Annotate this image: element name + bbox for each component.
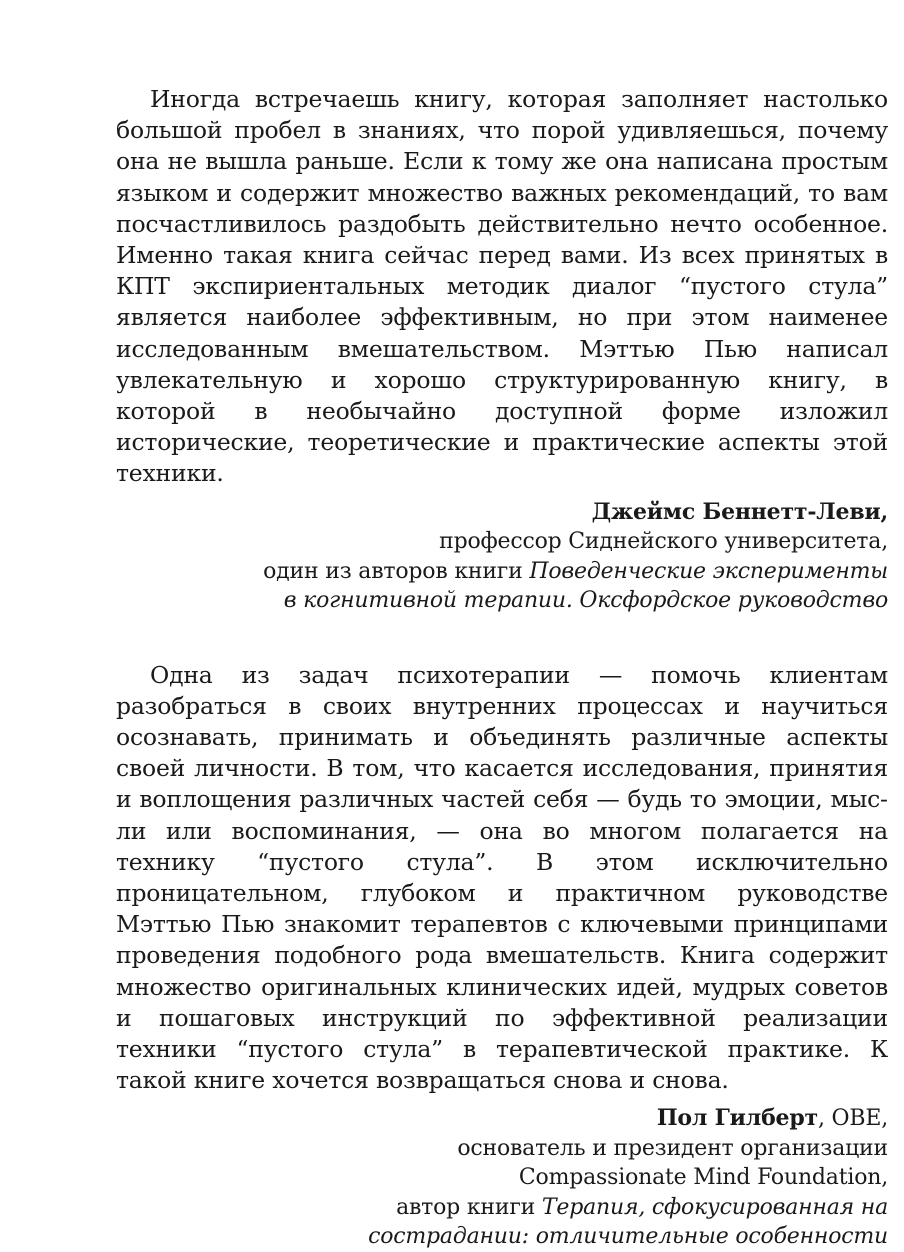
- endorser-name-2: Пол Гилберт: [656, 1105, 818, 1132]
- endorser-book-prefix-1: один из авторов книги: [263, 558, 530, 584]
- endorsement-attribution-2: [116, 1104, 888, 1252]
- endorser-organization-2: Compassionate Mind Foundation,: [518, 1165, 888, 1191]
- endorser-role-2: основатель и президент организации: [457, 1135, 888, 1161]
- endorser-book-line-1: [116, 557, 888, 587]
- endorser-book-line-2: [116, 1193, 888, 1223]
- endorser-book-line-2b: [116, 1222, 888, 1252]
- endorser-name-line-2: [116, 1104, 888, 1134]
- endorsement-text-2: Одна из задач психотерапии — помочь клиентам разобраться в своих внутренних процессах и научиться осознавать, принимать и объединять различные аспекты своей личности. В том, что касается исследования, принятия и воплощения различных частей себя — будь то эмоции, мысли или воспоминания, — она во многом полагается на технику “пустого стула”. В этом исключительно проницательном, глубоком и практичном руководстве Мэттью Пью знакомит терапевтов с ключевыми принципами проведения подобного рода вмешательств. Книга содержит множество оригинальных клинических идей, мудрых советов и пошаговых инструкций по эффективной реализации техники “пустого стула” в терапевтической практике. К такой книге хочется возвращаться снова и снова.: [116, 660, 888, 1095]
- endorser-book-title-2a: Терапия, сфокусированная на: [541, 1194, 888, 1220]
- endorser-honor-2: , OBE,: [817, 1106, 888, 1132]
- endorser-book-line-1b: [116, 586, 888, 616]
- endorser-book-prefix-2: автор книги: [396, 1194, 542, 1220]
- endorser-book-title-1b: в когнитивной терапии. Оксфордское руководство: [283, 588, 888, 614]
- endorsement-text-1: Иногда встречаешь книгу, которая заполняет настолько большой пробел в знаниях, что порой удивляешься, почему она не вышла раньше. Если к тому же она написана простым языком и содержит множество важных рекомендаций, то вам посчастливилось раздобыть действительно нечто особенное. Именно такая книга сейчас перед вами. Из всех принятых в КПТ экспириентальных методик диалог “пустого стула” является наиболее эффективным, но при этом наименее исследованным вмешательством. Мэттью Пью написал увлекательную и хорошо структурированную книгу, в которой в необычайно доступной форме изложил исторические, теоретические и практические аспекты этой техники.: [116, 85, 888, 488]
- endorser-book-title-1a: Поведенческие эксперименты: [529, 558, 888, 584]
- document-page: [116, 84, 888, 1252]
- section-gap: [116, 616, 888, 660]
- endorser-book-title-2b: сострадании: отличительные особенности: [368, 1224, 888, 1250]
- endorser-name-1: Джеймс Беннетт-Леви,: [591, 498, 888, 525]
- endorsement-attribution-1: [116, 498, 888, 616]
- endorser-role-1: профессор Сиднейского университета,: [439, 529, 888, 555]
